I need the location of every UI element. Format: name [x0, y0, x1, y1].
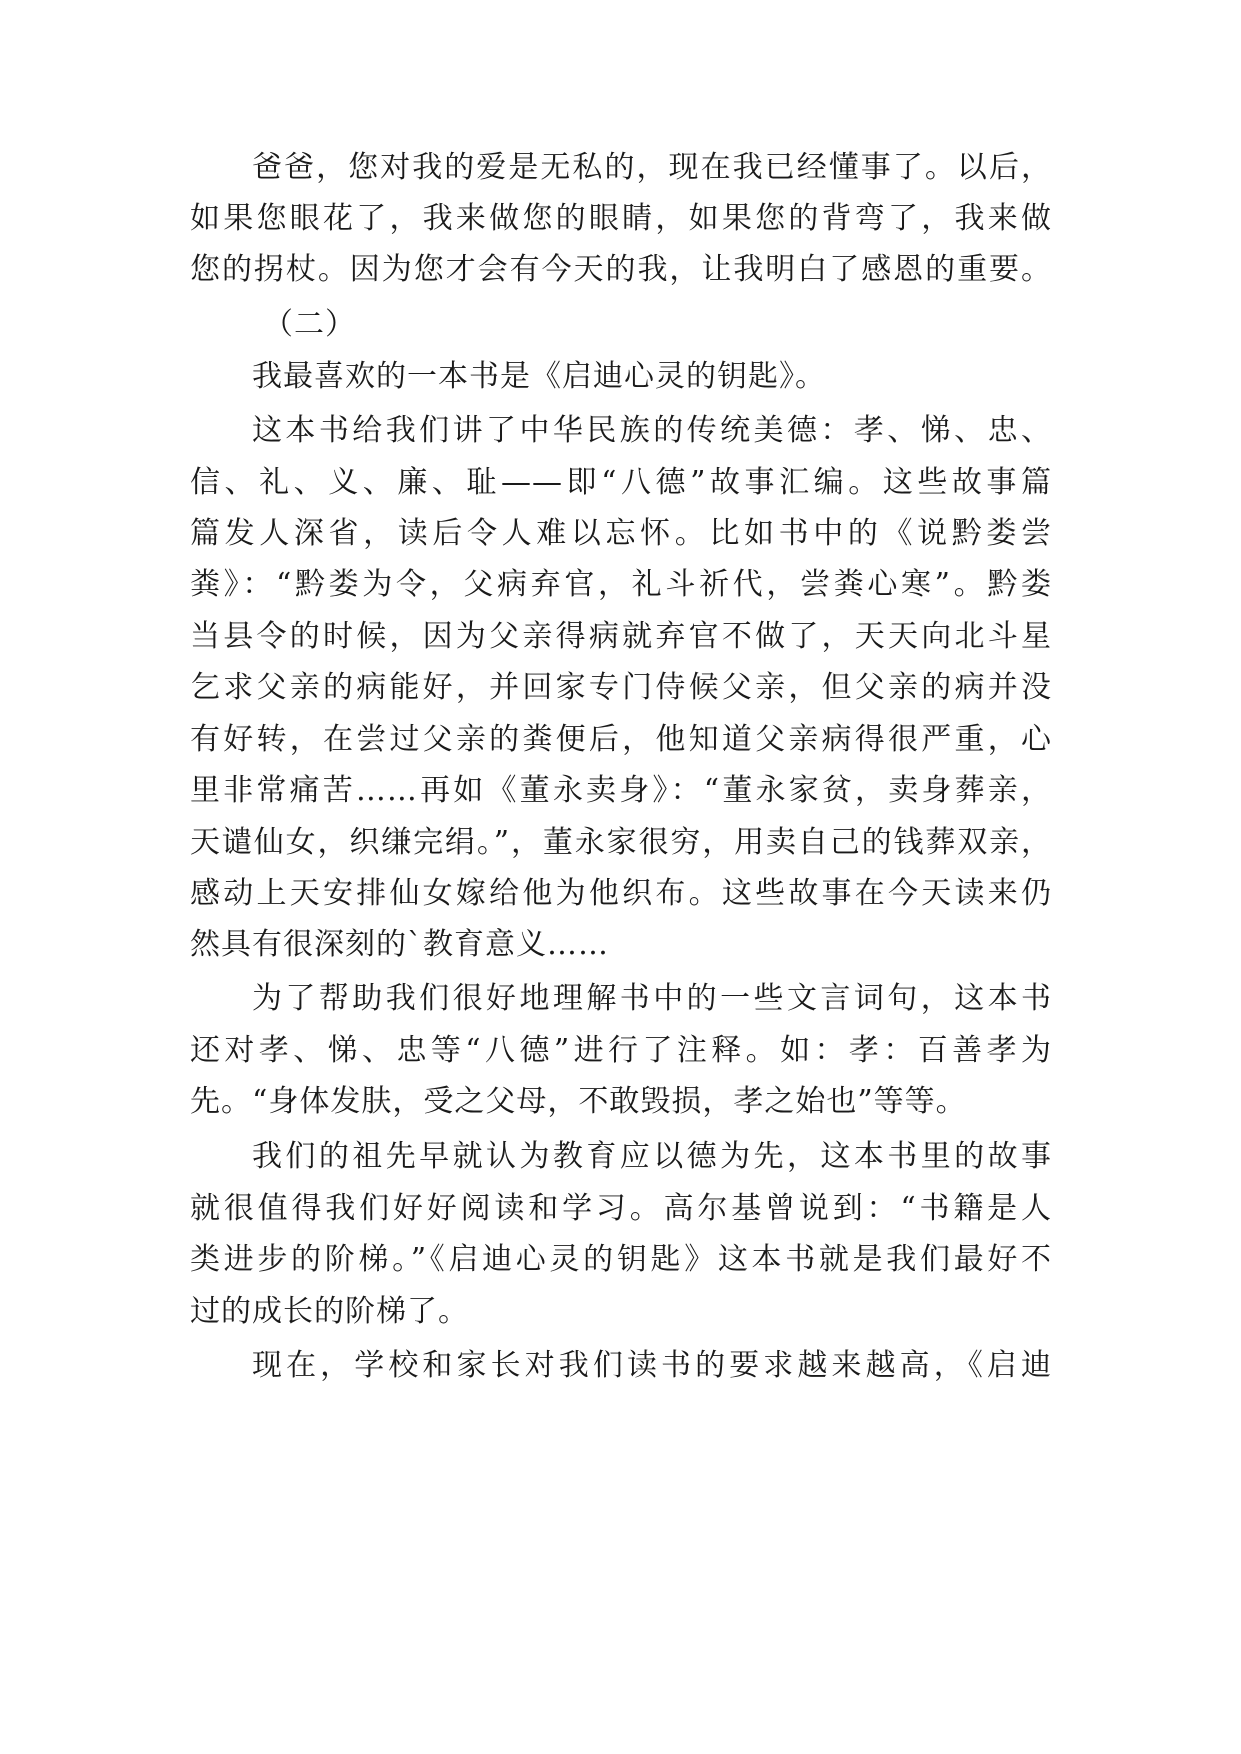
text-line: 感动上天安排仙女嫁给他为他织布。这些故事在今天读来仍: [190, 876, 1052, 911]
text-line: 现在，学校和家长对我们读书的要求越来越高，《启迪: [252, 1348, 1052, 1383]
text-line: 还对孝、悌、忠等“八德”进行了注释。如：孝：百善孝为: [190, 1033, 1052, 1068]
text-line: 信、礼、义、廉、耻——即“八德”故事汇编。这些故事篇: [190, 465, 1052, 500]
text-line: 里非常痛苦……再如《董永卖身》：“董永家贫，卖身葬亲，: [190, 773, 1052, 808]
text-line: 我最喜欢的一本书是《启迪心灵的钥匙》。: [252, 359, 826, 394]
text-line: 然具有很深刻的`教育意义……: [190, 927, 609, 962]
text-line: 为了帮助我们很好地理解书中的一些文言词句，这本书: [252, 981, 1052, 1016]
text-line: 您的拐杖。因为您才会有今天的我，让我明白了感恩的重要。: [190, 252, 1052, 287]
text-line: 就很值得我们好好阅读和学习。高尔基曾说到：“书籍是人: [190, 1191, 1052, 1226]
text-line: 类进步的阶梯。”《启迪心灵的钥匙》这本书就是我们最好不: [190, 1242, 1052, 1277]
text-line: 篇发人深省，读后令人难以忘怀。比如书中的《说黔娄尝: [190, 516, 1052, 551]
text-line: 如果您眼花了，我来做您的眼睛，如果您的背弯了，我来做: [190, 201, 1052, 236]
text-line: 我们的祖先早就认为教育应以德为先，这本书里的故事: [252, 1139, 1052, 1174]
text-line: 乞求父亲的病能好，并回家专门侍候父亲，但父亲的病并没: [190, 670, 1052, 705]
section-heading: （二）: [263, 307, 356, 342]
text-line: 过的成长的阶梯了。: [190, 1294, 469, 1329]
text-line: 当县令的时候，因为父亲得病就弃官不做了，天天向北斗星: [190, 619, 1052, 654]
text-line: 天谴仙女，织缣完绢。”，董永家很穷，用卖自己的钱葬双亲，: [190, 825, 1052, 860]
text-line: 粪》：“黔娄为令，父病弃官，礼斗祈代，尝粪心寒”。黔娄: [190, 567, 1052, 602]
text-line: 有好转，在尝过父亲的粪便后，他知道父亲病得很严重，心: [190, 722, 1052, 757]
text-line: 爸爸，您对我的爱是无私的，现在我已经懂事了。以后，: [252, 150, 1052, 185]
text-line: 这本书给我们讲了中华民族的传统美德：孝、悌、忠、: [252, 413, 1052, 448]
text-line: 先。“身体发肤，受之父母，不敢毁损，孝之始也”等等。: [190, 1084, 967, 1119]
